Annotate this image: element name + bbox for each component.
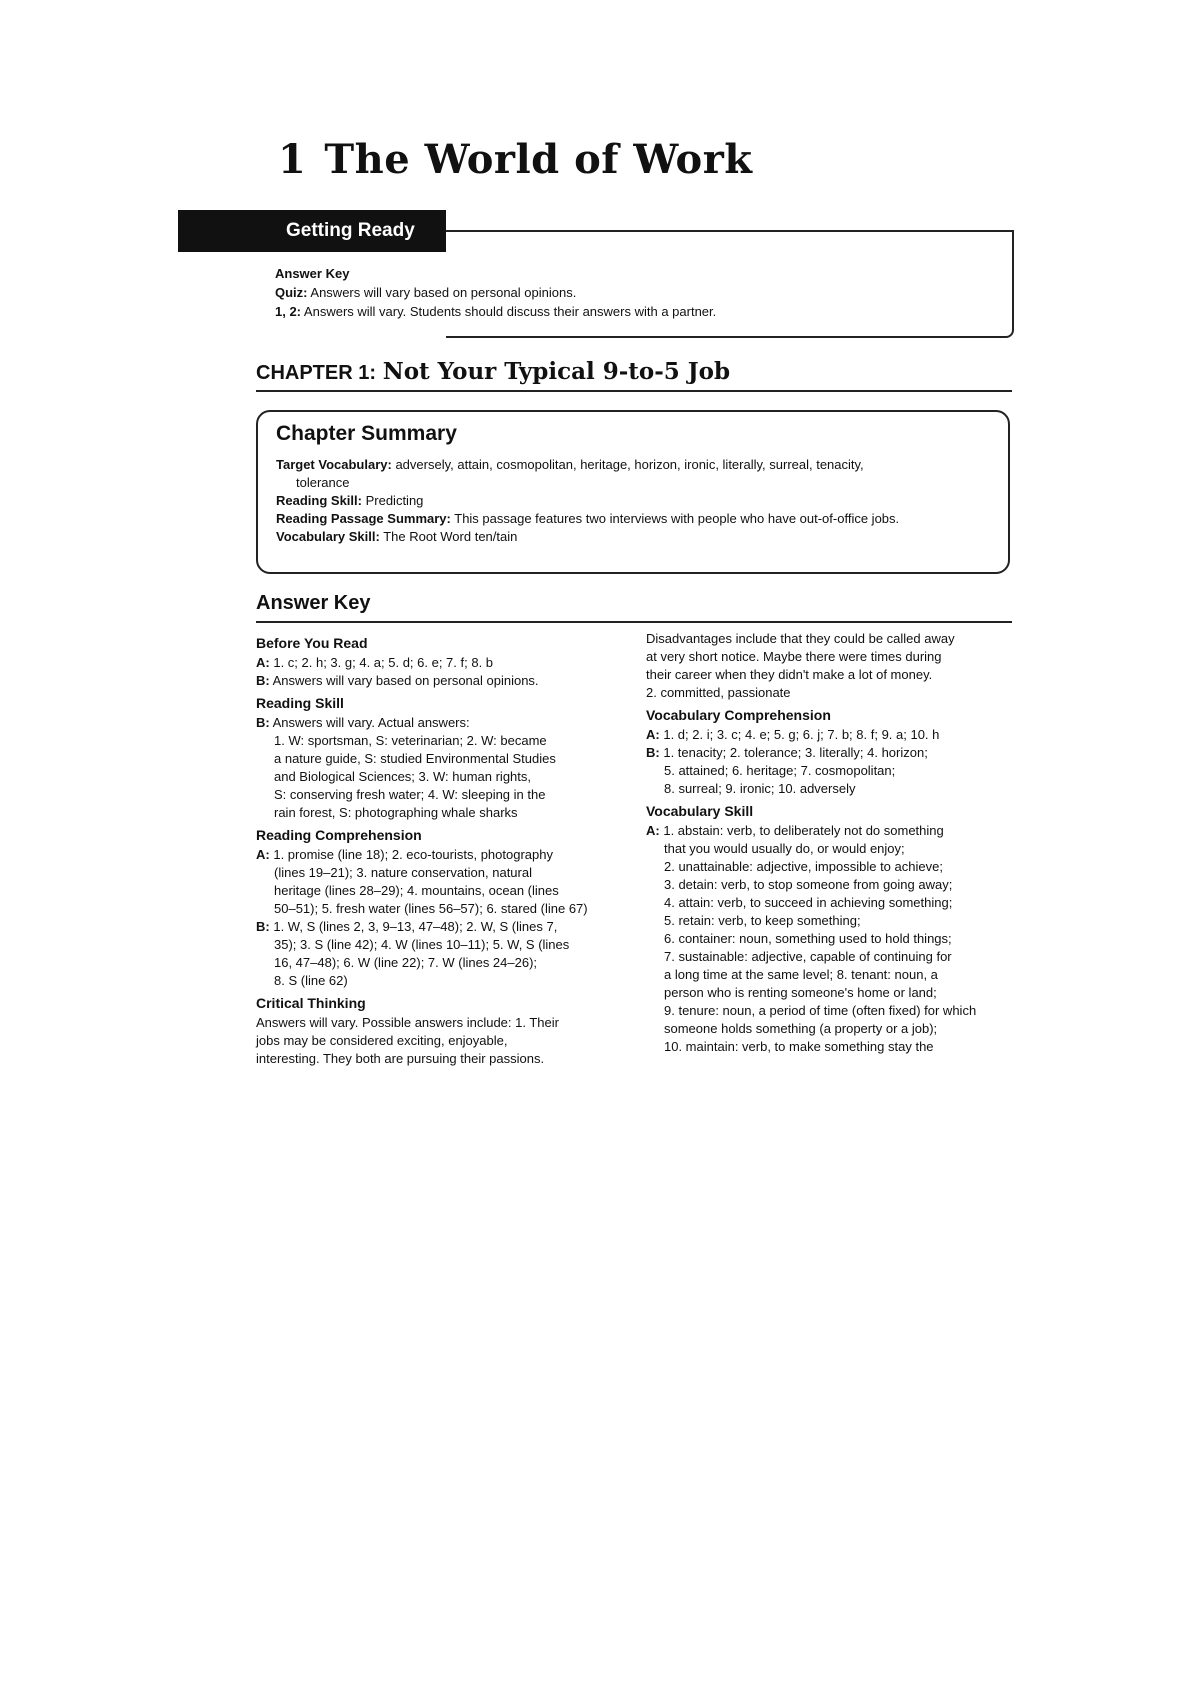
- comprehension-a-line: [256, 846, 626, 864]
- vocab-comp-b-text: 1. tenacity; 2. tolerance; 3. literally; 4. horizon;: [663, 745, 928, 760]
- critical-thinking-continued-line: their career when they didn't make a lot of money.: [646, 667, 933, 682]
- vocab-skill-line: that you would usually do, or would enjoy;: [664, 841, 905, 856]
- vocab-skill-line: 10. maintain: verb, to make something stay the: [664, 1039, 934, 1054]
- reading-skill-b-line: [256, 714, 626, 732]
- critical-thinking-continued-line: at very short notice. Maybe there were times during: [646, 649, 942, 664]
- chapter-summary-heading: Chapter Summary: [276, 422, 457, 445]
- vocab-skill-line: 9. tenure: noun, a period of time (often fixed) for which: [664, 1003, 977, 1018]
- right-column: [646, 630, 1014, 1056]
- vocab-skill-line: 3. detain: verb, to stop someone from going away;: [664, 877, 953, 892]
- target-vocabulary-cont: tolerance: [296, 475, 350, 490]
- critical-thinking-line: Answers will vary. Possible answers include: 1. Their: [256, 1015, 559, 1030]
- before-you-read-heading: Before You Read: [256, 635, 368, 651]
- items-line: [275, 302, 716, 321]
- reading-skill-line: and Biological Sciences; 3. W: human rights,: [274, 769, 532, 784]
- before-a-line: [256, 654, 626, 672]
- vocab-skill-a-text: 1. abstain: verb, to deliberately not do something: [663, 823, 944, 838]
- chapter-name: Not Your Typical 9-to-5 Job: [382, 358, 731, 385]
- reading-skill-text: Predicting: [365, 493, 424, 508]
- vocab-skill-line: a long time at the same level; 8. tenant: noun, a: [664, 967, 938, 982]
- critical-thinking-continued-line: Disadvantages include that they could be called away: [646, 631, 955, 646]
- comprehension-a-line: heritage (lines 28–29); 4. mountains, ocean (lines: [274, 883, 559, 898]
- comprehension-b-line: 35); 3. S (line 42); 4. W (lines 10–11); 5. W, S (lines: [274, 937, 570, 952]
- before-b-text: Answers will vary based on personal opinions.: [272, 673, 539, 688]
- comprehension-a-label: A:: [256, 847, 270, 862]
- vocab-comp-b-line: [646, 744, 1014, 762]
- vocab-skill-line: 6. container: noun, something used to hold things;: [664, 931, 952, 946]
- vocabulary-skill-label: Vocabulary Skill:: [276, 529, 380, 544]
- chapter-label: CHAPTER 1:: [256, 362, 377, 384]
- items-text: Answers will vary. Students should discuss their answers with a partner.: [303, 304, 717, 319]
- comprehension-b-line: [256, 918, 626, 936]
- comprehension-b-line: 16, 47–48); 6. W (line 22); 7. W (lines 24–26);: [274, 955, 538, 970]
- vocab-skill-line: someone holds something (a property or a job);: [664, 1021, 938, 1036]
- unit-number: 1: [278, 136, 307, 183]
- vocab-comp-a-label: A:: [646, 727, 660, 742]
- left-column: [256, 630, 626, 1068]
- before-b-line: [256, 672, 626, 690]
- vocab-comp-b-label: B:: [646, 745, 660, 760]
- critical-thinking-line: interesting. They both are pursuing their passions.: [256, 1051, 545, 1066]
- before-a-label: A:: [256, 655, 270, 670]
- passage-summary-label: Reading Passage Summary:: [276, 511, 451, 526]
- vocabulary-skill-heading: Vocabulary Skill: [646, 803, 754, 819]
- answer-key-title: Answer Key: [256, 592, 1012, 623]
- reading-skill-line: 1. W: sportsman, S: veterinarian; 2. W: became: [274, 733, 547, 748]
- getting-ready-content: [275, 264, 716, 321]
- getting-ready-tab: Getting Ready: [178, 210, 446, 252]
- vocab-comp-a-text: 1. d; 2. i; 3. c; 4. e; 5. g; 6. j; 7. b; 8. f; 9. a; 10. h: [663, 727, 940, 742]
- unit-title: [278, 136, 753, 183]
- comprehension-b-label: B:: [256, 919, 270, 934]
- vocabulary-skill-line: [276, 528, 990, 546]
- comprehension-a-text: 1. promise (line 18); 2. eco-tourists, photography: [273, 847, 553, 862]
- reading-skill-label: Reading Skill:: [276, 493, 362, 508]
- reading-skill-line: a nature guide, S: studied Environmental Studies: [274, 751, 556, 766]
- passage-summary-line: [276, 510, 990, 528]
- vocab-skill-line: 5. retain: verb, to keep something;: [664, 913, 861, 928]
- reading-skill-line: rain forest, S: photographing whale sharks: [274, 805, 518, 820]
- vocabulary-skill-text: The Root Word ten/tain: [383, 529, 518, 544]
- vocab-skill-a-line: [646, 822, 1014, 840]
- reading-skill-b-text: Answers will vary. Actual answers:: [272, 715, 470, 730]
- before-b-label: B:: [256, 673, 270, 688]
- critical-thinking-heading: Critical Thinking: [256, 995, 366, 1011]
- reading-skill-b-label: B:: [256, 715, 270, 730]
- reading-skill-line: [276, 492, 990, 510]
- critical-thinking-continued-line: 2. committed, passionate: [646, 685, 791, 700]
- comprehension-b-text: 1. W, S (lines 2, 3, 9–13, 47–48); 2. W, S (lines 7,: [273, 919, 558, 934]
- quiz-label: Quiz:: [275, 285, 308, 300]
- vocab-skill-line: 4. attain: verb, to succeed in achieving something;: [664, 895, 953, 910]
- chapter-summary-box: [256, 410, 1010, 574]
- reading-skill-heading: Reading Skill: [256, 695, 344, 711]
- target-vocabulary-label: Target Vocabulary:: [276, 457, 392, 472]
- critical-thinking-line: jobs may be considered exciting, enjoyable,: [256, 1033, 508, 1048]
- getting-ready-answer-key-heading: Answer Key: [275, 266, 350, 281]
- reading-comprehension-heading: Reading Comprehension: [256, 827, 422, 843]
- items-label: 1, 2:: [275, 304, 302, 319]
- vocab-skill-line: 7. sustainable: adjective, capable of continuing for: [664, 949, 952, 964]
- quiz-text: Answers will vary based on personal opinions.: [310, 285, 577, 300]
- vocabulary-comprehension-heading: Vocabulary Comprehension: [646, 707, 831, 723]
- comprehension-a-line: (lines 19–21); 3. nature conservation, natural: [274, 865, 532, 880]
- before-a-text: 1. c; 2. h; 3. g; 4. a; 5. d; 6. e; 7. f; 8. b: [273, 655, 494, 670]
- vocab-comp-a-line: [646, 726, 1014, 744]
- vocab-skill-a-label: A:: [646, 823, 660, 838]
- vocab-comp-b-line: 5. attained; 6. heritage; 7. cosmopolitan;: [664, 763, 896, 778]
- quiz-line: [275, 283, 716, 302]
- passage-summary-text: This passage features two interviews with people who have out-of-office jobs.: [454, 511, 900, 526]
- unit-title-text: The World of Work: [324, 136, 753, 183]
- comprehension-a-line: 50–51); 5. fresh water (lines 56–57); 6. stared (line 67): [274, 901, 588, 916]
- target-vocabulary-line: [276, 456, 990, 474]
- vocab-skill-line: 2. unattainable: adjective, impossible to achieve;: [664, 859, 943, 874]
- target-vocabulary-text: adversely, attain, cosmopolitan, heritage, horizon, ironic, literally, surreal, tenacity,: [395, 457, 864, 472]
- comprehension-b-line: 8. S (line 62): [274, 973, 348, 988]
- reading-skill-line: S: conserving fresh water; 4. W: sleeping in the: [274, 787, 546, 802]
- vocab-comp-b-line: 8. surreal; 9. ironic; 10. adversely: [664, 781, 856, 796]
- vocab-skill-line: person who is renting someone's home or land;: [664, 985, 937, 1000]
- chapter-title: [256, 358, 1012, 392]
